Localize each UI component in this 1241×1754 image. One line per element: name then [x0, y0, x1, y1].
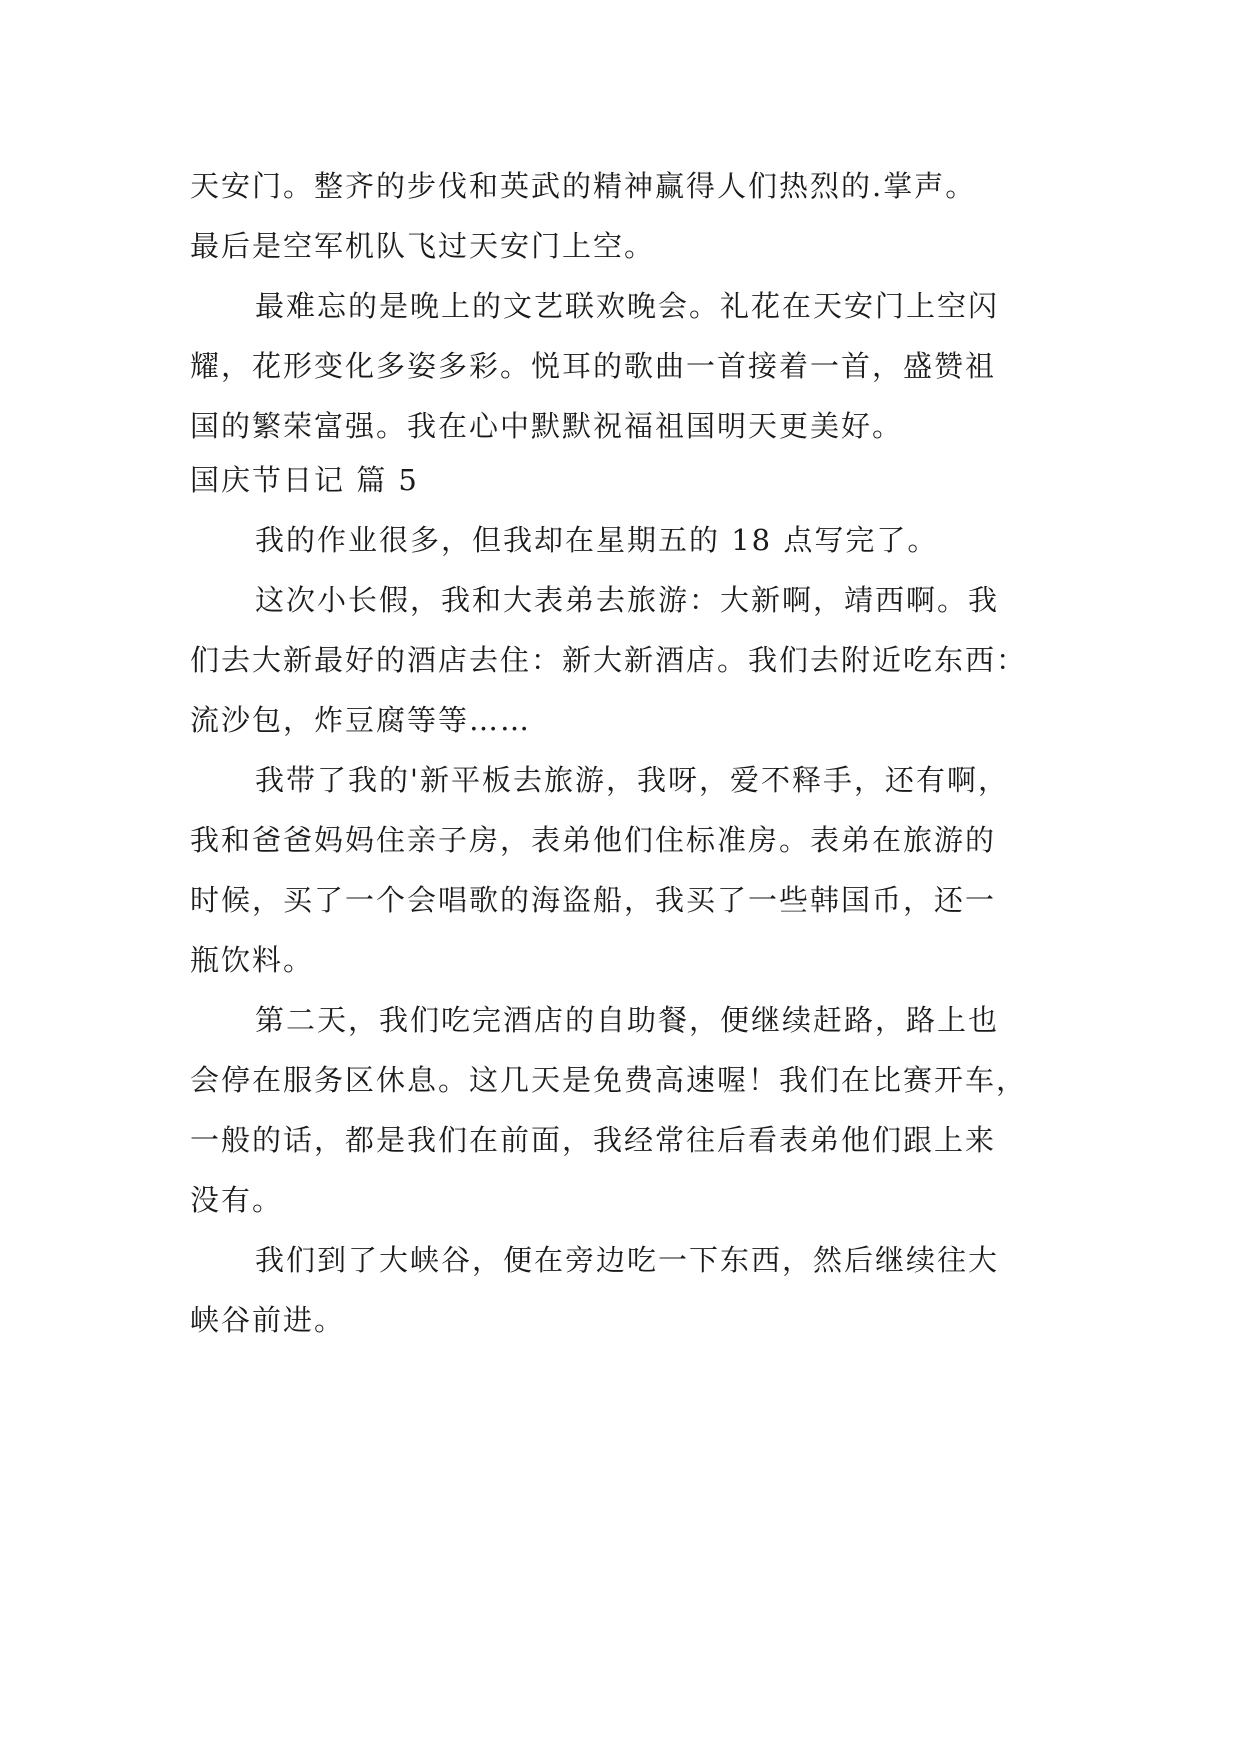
text-line: 国的繁荣富强。我在心中默默祝福祖国明天更美好。: [190, 409, 904, 443]
paragraph-start-line: 这次小长假，我和大表弟去旅游：大新啊，靖西啊。我: [255, 583, 1000, 617]
text-line: 没有。: [190, 1183, 284, 1217]
paragraph-start-line: 第二天，我们吃完酒店的自助餐，便继续赶路，路上也: [255, 1003, 1000, 1037]
text-line: 峡谷前进。: [190, 1303, 346, 1337]
text-line: 天安门。整齐的步伐和英武的精神赢得人们热烈的.掌声。: [190, 169, 977, 203]
text-line: 最后是空军机队飞过天安门上空。: [190, 229, 656, 263]
text-line: 一般的话，都是我们在前面，我经常往后看表弟他们跟上来: [190, 1123, 997, 1157]
paragraph-start-line: 我的作业很多，但我却在星期五的 18 点写完了。: [255, 523, 939, 557]
text-line: 流沙包，炸豆腐等等……: [190, 703, 532, 737]
paragraph-start-line: 我们到了大峡谷，便在旁边吃一下东西，然后继续往大: [255, 1243, 1000, 1277]
text-line: 我和爸爸妈妈住亲子房，表弟他们住标准房。表弟在旅游的: [190, 823, 997, 857]
section-heading: 国庆节日记 篇 5: [190, 463, 419, 497]
text-line: 耀，花形变化多姿多彩。悦耳的歌曲一首接着一首，盛赞祖: [190, 349, 997, 383]
text-line: 瓶饮料。: [190, 943, 315, 977]
paragraph-start-line: 我带了我的'新平板去旅游，我呀，爱不释手，还有啊，: [255, 763, 1009, 797]
text-line: 时候，买了一个会唱歌的海盗船，我买了一些韩国币，还一: [190, 883, 997, 917]
paragraph-start-line: 最难忘的是晚上的文艺联欢晚会。礼花在天安门上空闪: [255, 289, 1000, 323]
text-line: 们去大新最好的酒店去住：新大新酒店。我们去附近吃东西：: [190, 643, 1028, 677]
text-line: 会停在服务区休息。这几天是免费高速喔！我们在比赛开车，: [190, 1063, 1028, 1097]
